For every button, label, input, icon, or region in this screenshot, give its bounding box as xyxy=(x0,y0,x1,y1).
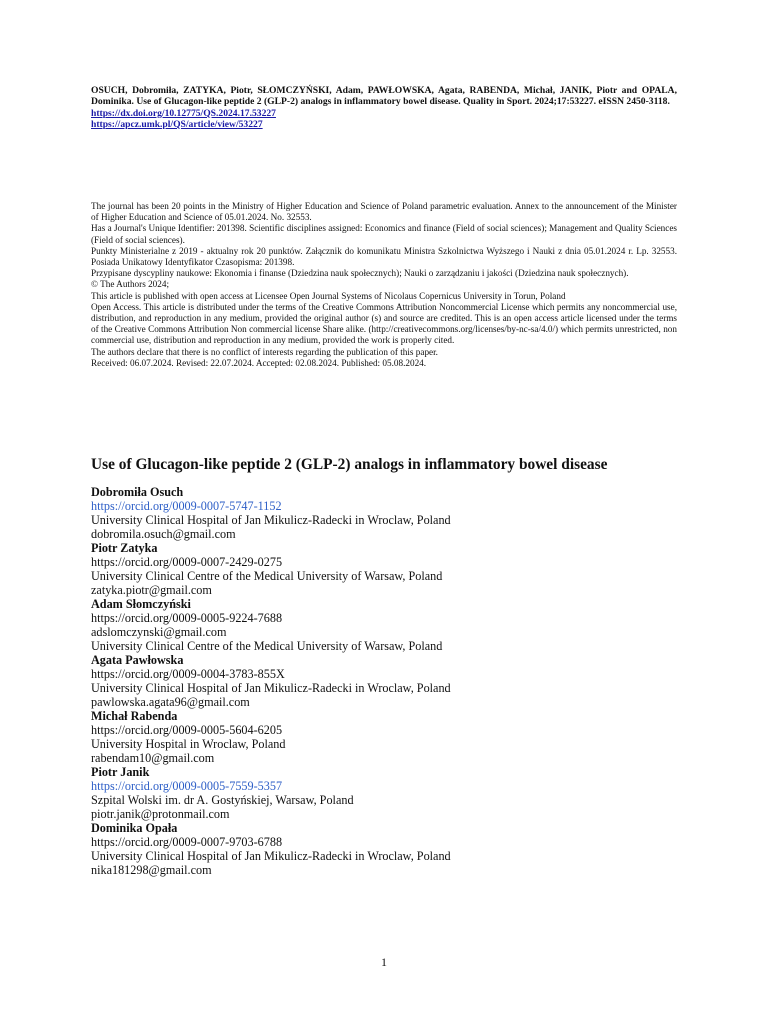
copyright-line: © The Authors 2024; xyxy=(91,279,170,290)
author-name: Agata Pawłowska xyxy=(91,653,184,667)
author-email: nika181298@gmail.com xyxy=(91,863,212,877)
author-affiliation: University Hospital in Wroclaw, Poland xyxy=(91,737,286,751)
article-title: Use of Glucagon-like peptide 2 (GLP-2) analogs in inflammatory bowel disease xyxy=(91,456,608,473)
info-line: The journal has been 20 points in the Ministry of Higher Education and Science of Poland parametric evaluation. Annex to the announcement of the Minister of Higher Education and Science of 05.01.2024. No. 32553. xyxy=(91,201,677,223)
author-name: Piotr Zatyka xyxy=(91,541,158,555)
conflict-statement: The authors declare that there is no conflict of interests regarding the publication of this paper. xyxy=(91,346,438,357)
author-name: Dominika Opała xyxy=(91,821,178,835)
author-affiliation: University Clinical Centre of the Medical University of Warsaw, Poland xyxy=(91,569,443,583)
citation-text: OSUCH, Dobromiła, ZATYKA, Piotr, SŁOMCZYŃSKI, Adam, PAWŁOWSKA, Agata, RABENDA, Michał, JANIK, Piotr and OPALA, Dominika. Use of Glucagon-like peptide 2 (GLP-2) analogs in inflammatory bowel disease. Quality in Sport. 2024;17:53227. eISSN 2450-3118. xyxy=(91,85,677,108)
info-line: Punkty Ministerialne z 2019 - aktualny rok 20 punktów. Załącznik do komunikatu Ministra Szkolnictwa Wyższego i Nauki z dnia 05.01.2024 r. Lp. 32553. Posiada Unikatowy Identyfikator Czasopisma: 201398. xyxy=(91,245,677,268)
author-orcid: https://orcid.org/0009-0007-9703-6788 xyxy=(91,835,283,849)
author-email: rabendam10@gmail.com xyxy=(91,751,215,765)
author-affiliation: Szpital Wolski im. dr A. Gostyńskiej, Warsaw, Poland xyxy=(91,793,354,807)
author-affiliation: University Clinical Hospital of Jan Mikulicz-Radecki in Wroclaw, Poland xyxy=(91,849,451,863)
author-affiliation: University Clinical Hospital of Jan Mikulicz-Radecki in Wroclaw, Poland xyxy=(91,681,451,695)
info-line: This article is published with open access at Licensee Open Journal Systems of Nicolaus Copernicus University in Torun, Poland xyxy=(91,290,566,301)
author-email: piotr.janik@protonmail.com xyxy=(91,807,230,821)
author-email: dobromila.osuch@gmail.com xyxy=(91,527,236,541)
author-orcid: https://orcid.org/0009-0007-2429-0275 xyxy=(91,555,283,569)
author-email: zatyka.piotr@gmail.com xyxy=(91,583,212,597)
citation-block xyxy=(91,85,677,130)
journal-info-block xyxy=(91,201,677,369)
author-name: Piotr Janik xyxy=(91,765,150,779)
dates-line: Received: 06.07.2024. Revised: 22.07.2024. Accepted: 02.08.2024. Published: 05.08.2024. xyxy=(91,357,427,368)
author-orcid: https://orcid.org/0009-0004-3783-855X xyxy=(91,667,285,681)
author-email: adslomczynski@gmail.com xyxy=(91,625,227,639)
author-orcid[interactable]: https://orcid.org/0009-0005-7559-5357 xyxy=(91,779,283,793)
page-number: 1 xyxy=(381,955,387,969)
info-line: Has a Journal's Unique Identifier: 201398. Scientific disciplines assigned: Economics and finance (Field of social sciences); Management and Quality Sciences (Field of social sciences). xyxy=(91,223,677,245)
doi-link[interactable]: https://dx.doi.org/10.12775/QS.2024.17.53227 xyxy=(91,107,276,119)
info-line: Przypisane dyscypliny naukowe: Ekonomia i finanse (Dziedzina nauk społecznych); Nauki o zarządzaniu i jakości (Dziedzina nauk społecznych). xyxy=(91,268,629,279)
authors-list xyxy=(91,485,677,877)
author-name: Michał Rabenda xyxy=(91,709,178,723)
author-orcid: https://orcid.org/0009-0005-9224-7688 xyxy=(91,611,283,625)
license-paragraph: Open Access. This article is distributed under the terms of the Creative Commons Attribution Noncommercial License which permits any noncommercial use, distribution, and reproduction in any medium, provided the original author (s) and source are credited. This is an open access article licensed under the terms of the Creative Commons Attribution Non commercial license Share alike. (http://creativecommons.org/licenses/by-nc-sa/4.0/) which permits unrestricted, non commercial use, distribution and reproduction in any medium, provided the work is properly cited. xyxy=(91,301,677,346)
author-name: Dobromiła Osuch xyxy=(91,485,184,499)
author-email: pawlowska.agata96@gmail.com xyxy=(91,695,250,709)
author-affiliation: University Clinical Centre of the Medical University of Warsaw, Poland xyxy=(91,639,443,653)
author-orcid: https://orcid.org/0009-0005-5604-6205 xyxy=(91,723,283,737)
author-orcid[interactable]: https://orcid.org/0009-0007-5747-1152 xyxy=(91,499,282,513)
author-name: Adam Słomczyński xyxy=(91,597,191,611)
author-affiliation: University Clinical Hospital of Jan Mikulicz-Radecki in Wroclaw, Poland xyxy=(91,513,451,527)
article-url-link[interactable]: https://apcz.umk.pl/QS/article/view/53227 xyxy=(91,118,263,130)
